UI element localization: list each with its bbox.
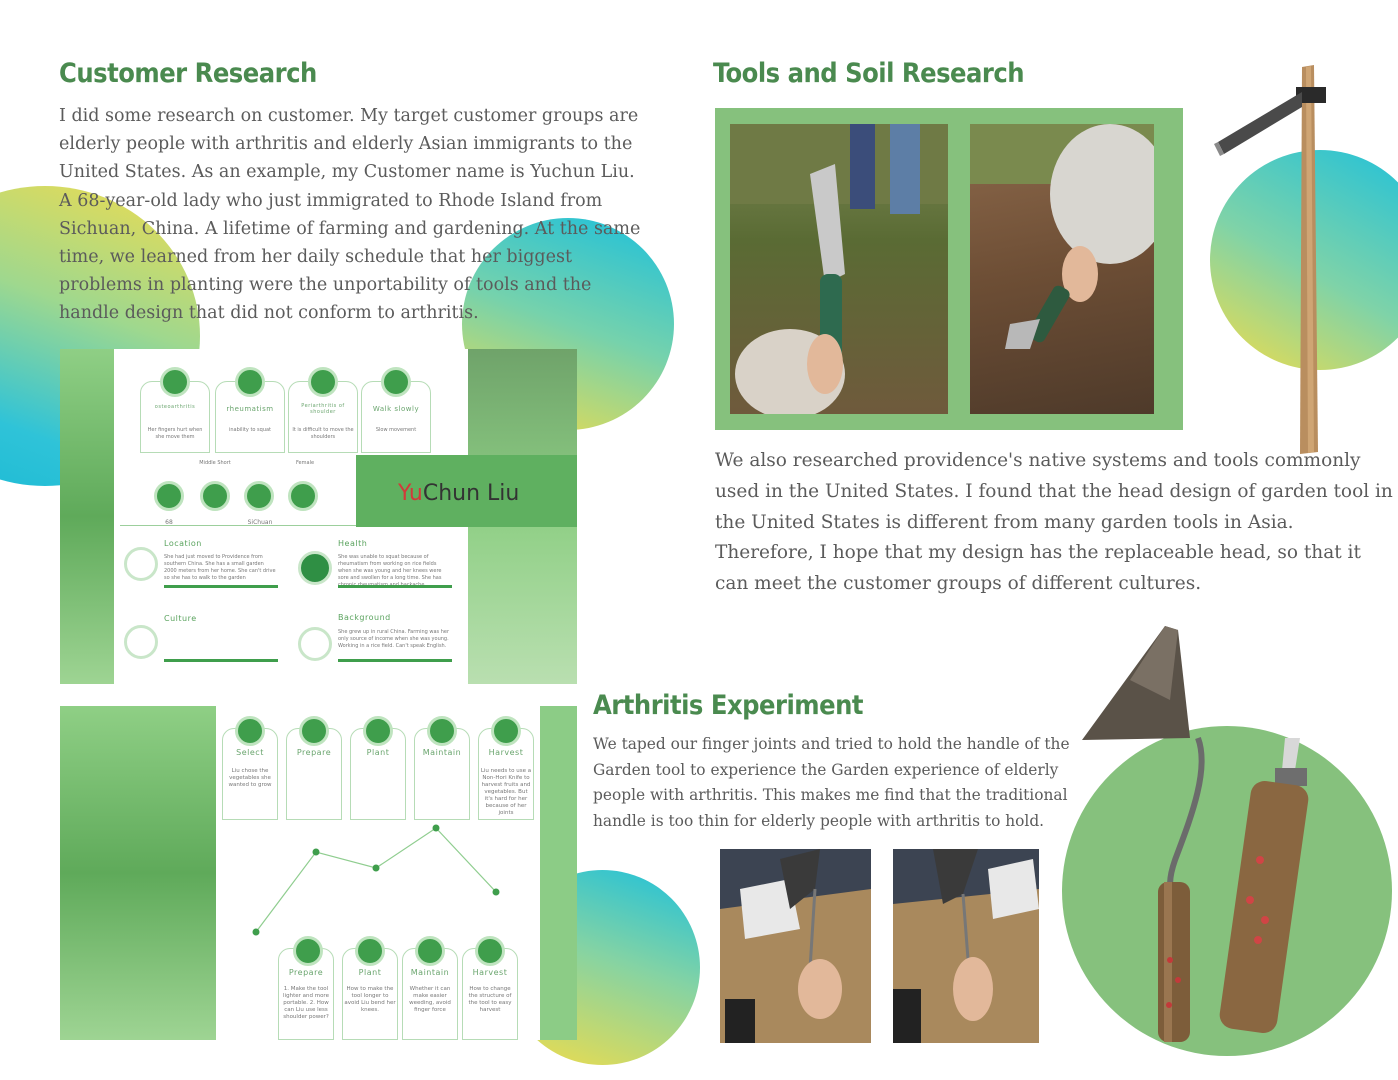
age-icon [154,481,184,511]
persona-photo-left [60,349,114,684]
location-section-icon [124,547,158,581]
top-step-title-4: Maintain [422,748,462,757]
symptom-text-4: Slow movement [375,427,417,433]
journey-polyline [256,828,496,932]
bottom-step-title-1: Prepare [288,968,324,977]
symptom-title-1: osteoarthritis [154,404,196,410]
photo-trowel-on-grass [730,124,948,414]
journey-board [60,706,577,1040]
persona-age: 68 [165,519,173,526]
top-step-title-3: Plant [366,748,390,757]
tools-research-paragraph: We also researched providence's native systems and tools commonly used in the United States. I found that the head design of garden tool in the United States is different from many garden tools in Asia. Therefore, I hope that my design has the replaceable head, so that it can meet the customer groups of different cultures. [715,450,1393,595]
journey-point-5 [493,889,500,896]
bottom-step-title-2: Plant [358,968,382,977]
bottom-step-text-2: How to make the tool longer to avoid Liu bend her knees. [344,986,396,1013]
journey-point-3 [373,865,380,872]
background-section-icon [298,627,332,661]
symptom-text-2: inability to squat [228,427,272,433]
arthritis-experiment-paragraph: We taped our finger joints and tried to hold the handle of the Garden tool to experience the Garden experience of elderly people with arthritis. This makes me find that the traditional handle is too thin for elderly people with arthritis to hold. [593,735,1070,830]
symptom-icon-1 [160,367,190,397]
symptom-text-1: Her fingers hurt when she move them [147,427,203,440]
symptom-title-2: rheumatism [226,405,274,413]
persona-board [60,349,577,684]
symptom-icon-4 [381,367,411,397]
bottom-plant-icon [355,936,385,966]
tools-research-title: Tools and Soil Research [713,58,1025,89]
soil-photo-illustration [970,124,1154,414]
top-step-text-5: Liu needs to use a Non-Hori Knife to harvest fruits and vegetables. But it's hard for her because of her joints [480,768,532,816]
symptom-text-3: It is difficult to move the shoulders [292,427,354,440]
location-pin-icon [244,481,274,511]
bottom-step-text-3: Whether it can make easier weeding, avoid finger force [409,986,451,1013]
maintain-icon [427,716,457,746]
bottom-step-text-4: How to change the structure of the tool to easy harvest [468,986,512,1013]
grip-photo-1-illustration [720,849,871,1043]
bottom-prepare-icon [293,936,323,966]
health-section-underline [338,585,452,588]
photo-grip-test-1 [720,849,871,1043]
background-section-text: She grew up in rural China. Farming was her only source of income when she was young. Working in a rice field. Can't speak English. [338,629,450,649]
harvest-icon [491,716,521,746]
house-icon [288,481,318,511]
persona-name-rest: Chun Liu [422,481,520,506]
axe-tool-image [1210,62,1360,457]
bottom-step-text-1: 1. Make the tool lighter and more portable. 2. How can Liu use less shoulder power? [283,986,329,1020]
prepare-icon [299,716,329,746]
background-section-title: Background [338,613,391,622]
top-step-text-1: Liu chose the vegetables she wanted to grow [228,768,272,788]
health-section-title: Health [338,539,368,548]
bottom-step-title-4: Harvest [472,968,508,977]
symptom-icon-3 [308,367,338,397]
journey-persona-photo [60,706,216,1040]
health-section-icon [298,551,332,585]
persona-name-highlight: Yu [398,481,423,506]
top-step-title-1: Select [236,748,264,757]
bottom-maintain-icon [415,936,445,966]
customer-research-title: Customer Research [59,58,317,89]
top-step-title-2: Prepare [296,748,332,757]
top-step-title-5: Harvest [488,748,524,757]
location-section-text: She had just moved to Providence from southern China. She has a small garden 2000 meters from her home. She can't drive so she has to walk to the garden [164,554,276,581]
grip-photo-2-illustration [893,849,1039,1043]
culture-section-underline [164,659,278,662]
hoe-tools-image [1070,620,1320,1050]
journey-right-stripe [540,706,577,1040]
health-section-text: She was unable to squat because of rheumatism from working on rice fields when she was young and her knees were sore and swollen for a long time. She has [338,554,442,581]
persona-name [398,481,519,506]
persona-height-label: Middle Short [199,460,231,466]
photo-grip-test-2 [893,849,1039,1043]
symptom-title-3: Periarthritis of shoulder [301,403,345,415]
trowel-photo-illustration [730,124,948,414]
persona-gender-label: Female [295,460,315,466]
journey-point-1 [253,929,260,936]
select-icon [235,716,265,746]
persona-place: SiChuan [247,519,273,526]
location-section-title: Location [164,539,202,548]
location-section-underline [164,585,278,588]
journey-point-4 [433,825,440,832]
plant-icon [363,716,393,746]
photo-trowel-in-soil [970,124,1154,414]
bottom-step-title-3: Maintain [410,968,450,977]
arthritis-experiment-title: Arthritis Experiment [593,690,863,721]
bottom-harvest-icon [475,936,505,966]
journey-point-2 [313,849,320,856]
background-section-underline [338,659,452,662]
customer-research-paragraph: I did some research on customer. My target customer groups are elderly people with arthritis and elderly Asian immigrants to the United States. As an example, my Customer name is Yuchun Liu. A 68-year-old lady who just immigrated to Rhode Island from Sichuan, China. A lifetime of farming and gardening. At the same time, we learned from her daily schedule that her biggest problems in planting were the unportability of tools and the handle design that did not conform to arthritis. [59,106,641,324]
symptom-icon-2 [235,367,265,397]
id-icon [200,481,230,511]
symptom-title-4: Walk slowly [372,405,420,413]
culture-section-icon [124,625,158,659]
culture-section-title: Culture [164,614,197,623]
photo-frame [715,108,1183,430]
